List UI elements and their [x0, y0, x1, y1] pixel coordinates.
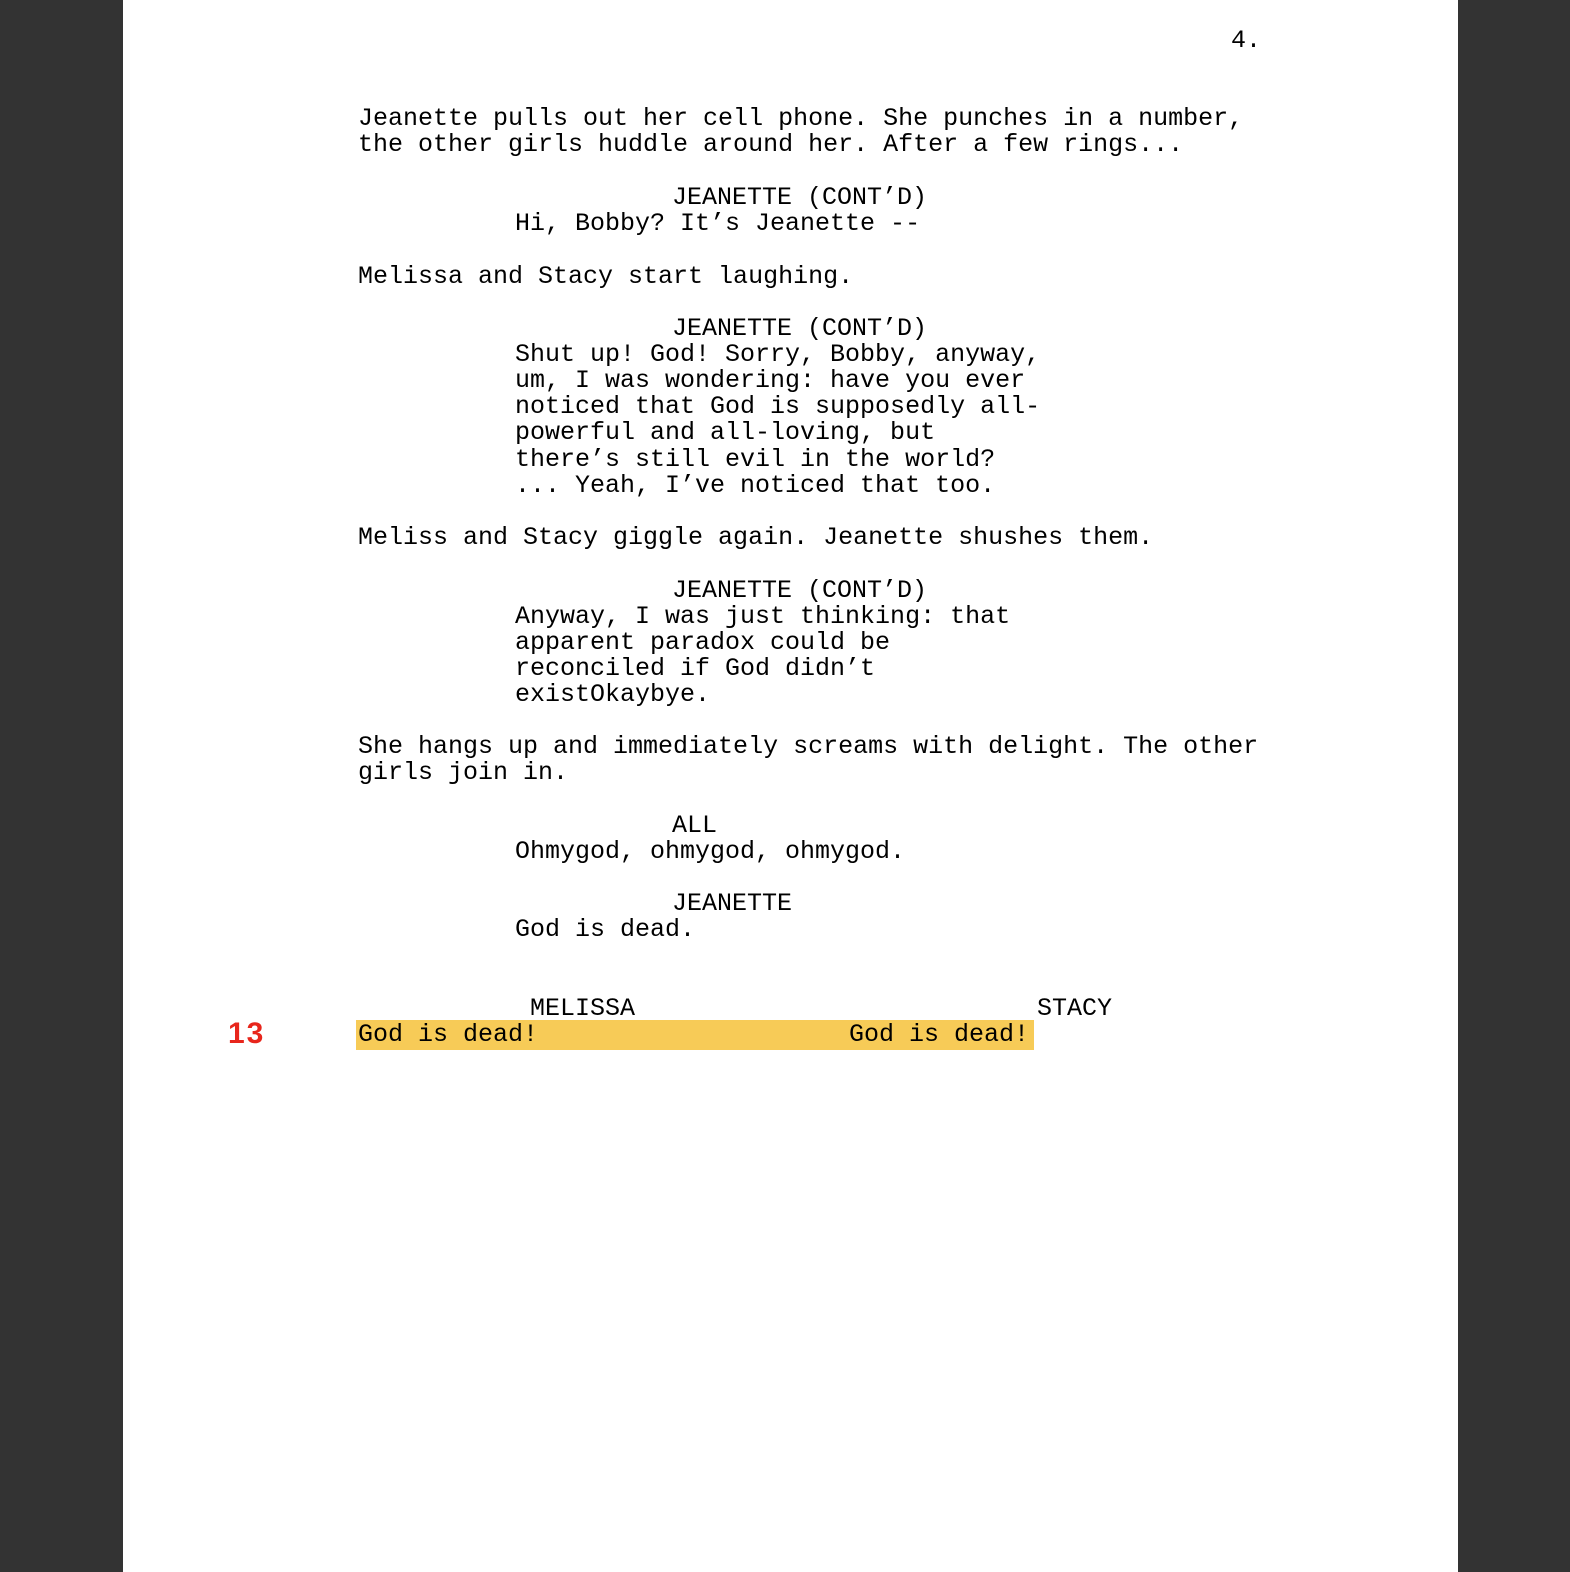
dialogue-line: um, I was wondering: have you ever [515, 366, 1026, 395]
character-name-left: MELISSA [530, 994, 636, 1023]
page-number: 4. [1231, 26, 1262, 55]
character-name: JEANETTE (CONT’D) [672, 183, 928, 212]
dialogue-line-right: God is dead! [849, 1020, 1030, 1049]
action-line: the other girls huddle around her. After a few rings... [358, 130, 1184, 159]
dialogue-line: powerful and all-loving, but [515, 418, 936, 447]
action-line: Melissa and Stacy start laughing. [358, 262, 854, 291]
dialogue-line: noticed that God is supposedly all- [515, 392, 1041, 421]
dialogue-line: ... Yeah, I’ve noticed that too. [515, 471, 996, 500]
dialogue-line: reconciled if God didn’t [515, 654, 876, 683]
character-name: ALL [672, 811, 718, 840]
dialogue-line: Shut up! God! Sorry, Bobby, anyway, [515, 340, 1041, 369]
dialogue-line: apparent paradox could be [515, 628, 891, 657]
action-line: Jeanette pulls out her cell phone. She punches in a number, [358, 104, 1244, 133]
action-line: She hangs up and immediately screams with delight. The other [358, 732, 1259, 761]
dialogue-line: there’s still evil in the world? [515, 445, 996, 474]
dialogue-line-left: God is dead! [358, 1020, 539, 1049]
character-name: JEANETTE (CONT’D) [672, 576, 928, 605]
scene-number-marker: 13 [228, 1017, 266, 1050]
character-name-right: STACY [1037, 994, 1113, 1023]
dialogue-line: existOkaybye. [515, 680, 711, 709]
dialogue-line: Hi, Bobby? It’s Jeanette -- [515, 209, 921, 238]
character-name: JEANETTE [672, 889, 793, 918]
dialogue-line: Ohmygod, ohmygod, ohmygod. [515, 837, 906, 866]
action-line: girls join in. [358, 758, 569, 787]
dialogue-line: God is dead. [515, 915, 696, 944]
action-line: Meliss and Stacy giggle again. Jeanette shushes them. [358, 523, 1154, 552]
dialogue-line: Anyway, I was just thinking: that [515, 602, 1011, 631]
character-name: JEANETTE (CONT’D) [672, 314, 928, 343]
script-page [123, 0, 1458, 1572]
